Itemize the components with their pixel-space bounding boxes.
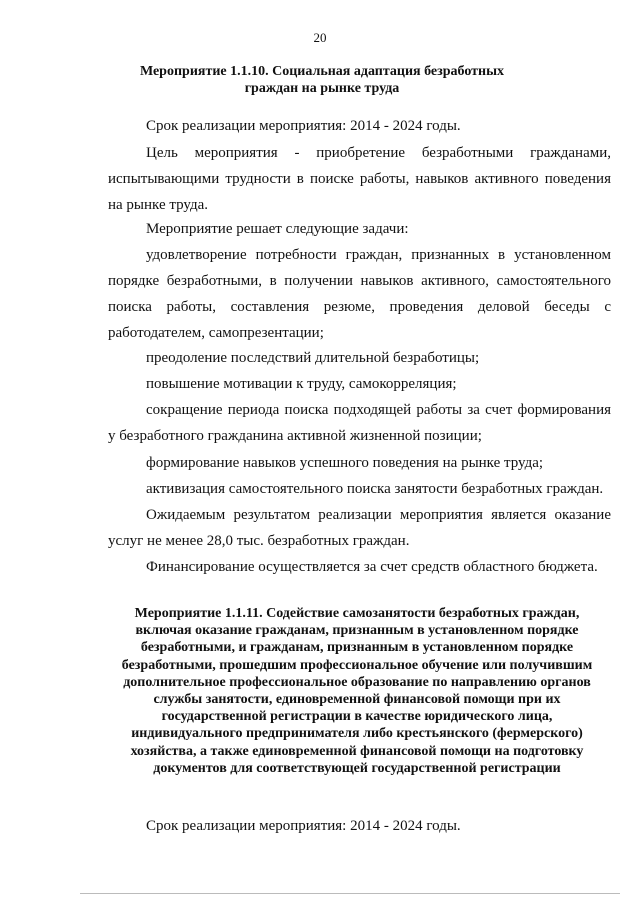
paragraph-tasks-intro: Мероприятие решает следующие задачи: xyxy=(146,221,409,237)
paragraph-term-2: Срок реализации мероприятия: 2014 - 2024 годы. xyxy=(146,818,461,834)
paragraph-term: Срок реализации мероприятия: 2014 - 2024 годы. xyxy=(146,118,461,134)
paragraph-financing: Финансирование осуществляется за счет средств областного бюджета. xyxy=(146,559,598,575)
paragraph-task-2: преодоление последствий длительной безработицы; xyxy=(146,350,480,366)
paragraph-task-4: сокращение периода поиска подходящей работы за счет формирования у безработного гражданина активной жизненной позиции; xyxy=(108,402,611,444)
paragraph-task-5: формирование навыков успешного поведения на рынке труда; xyxy=(146,455,544,471)
section-heading-1-1-10: Мероприятие 1.1.10. Социальная адаптация безработных граждан на рынке труда xyxy=(139,64,505,96)
page-bottom-edge xyxy=(80,893,620,894)
paragraph-task-1: удовлетворение потребности граждан, признанных в установленном порядке безработными, в получении навыков активного, самостоятельного поиска работы, составления резюме, проведения деловой беседы с работодателем, самопрезентации; xyxy=(108,247,611,341)
page-number: 20 xyxy=(313,30,327,45)
section-heading-1-1-11: Мероприятие 1.1.11. Содействие самозанятости безработных граждан, включая оказание гражданам, признанным в установленном порядке безработными, и гражданам, признанным в установленном порядке безработными, прошедшим профессиональное обучение или получившим дополнительное профессиональное образование по направлению органов службы занятости, единовременной финансовой помощи при их государственной регистрации в качестве юридического лица, индивидуального предпринимателя либо крестьянского (фермерского) хозяйства, а также единовременной финансовой помощи на подготовку документов для соответствующей государственной регистрации xyxy=(121,606,593,776)
paragraph-task-3: повышение мотивации к труду, самокорреляция; xyxy=(146,376,457,392)
paragraph-goal: Цель мероприятия - приобретение безработными гражданами, испытывающими трудности в поиске работы, навыков активного поведения на рынке труда. xyxy=(108,145,611,213)
paragraph-task-6: активизация самостоятельного поиска занятости безработных граждан. xyxy=(146,481,604,497)
paragraph-expected-result: Ожидаемым результатом реализации мероприятия является оказание услуг не менее 28,0 тыс. безработных граждан. xyxy=(108,507,611,549)
